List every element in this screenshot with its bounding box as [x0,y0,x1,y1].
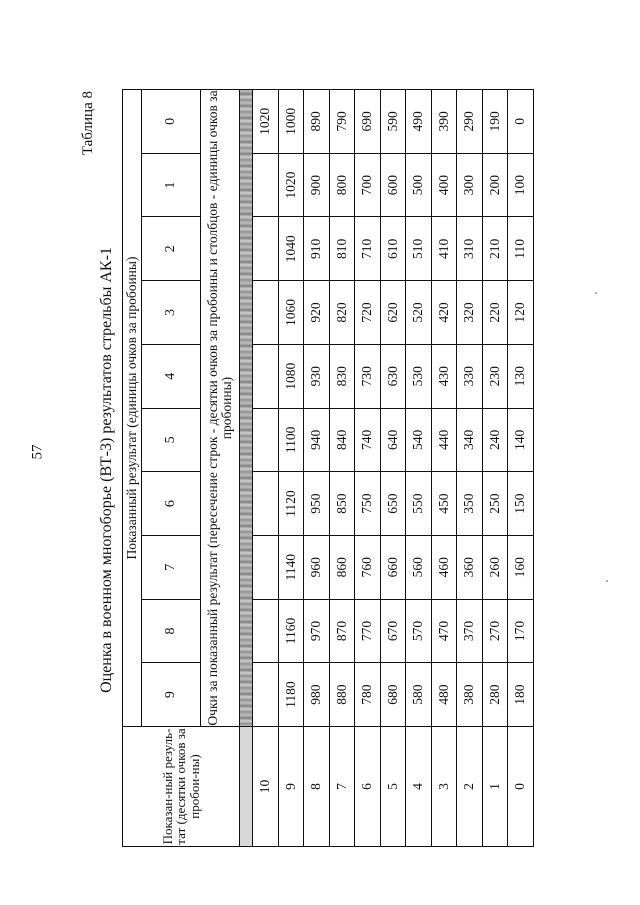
score-cell: 300 [457,153,483,217]
score-cell: 270 [482,599,508,663]
score-cell [253,281,279,345]
score-cell: 690 [355,90,381,154]
table-row [380,90,406,847]
unit-digit-header: 9 [142,663,201,727]
score-cell: 670 [380,599,406,663]
score-cell: 840 [329,408,355,472]
score-cell: 700 [355,153,381,217]
row-tens-label: 5 [380,727,406,847]
page-number: 57 [29,444,46,460]
score-cell: 450 [431,472,457,536]
score-cell: 750 [355,472,381,536]
score-cell: 580 [406,663,432,727]
score-cell: 1100 [278,408,304,472]
shaded-band [240,90,253,727]
score-cell: 800 [329,153,355,217]
score-cell: 950 [304,472,330,536]
score-cell: 770 [355,599,381,663]
score-cell: 290 [457,90,483,154]
score-cell: 1040 [278,217,304,281]
score-cell: 1060 [278,281,304,345]
shaded-row [240,90,253,847]
table-row [278,90,304,847]
score-cell [253,535,279,599]
score-cell [253,472,279,536]
score-cell: 590 [380,90,406,154]
score-cell: 550 [406,472,432,536]
score-cell: 880 [329,663,355,727]
score-cell: 0 [508,90,534,154]
score-cell [253,153,279,217]
score-cell: 940 [304,408,330,472]
score-cell: 320 [457,281,483,345]
score-cell: 130 [508,344,534,408]
table-row [406,90,432,847]
score-cell: 480 [431,663,457,727]
score-cell: 380 [457,663,483,727]
score-cell: 260 [482,535,508,599]
score-cell: 230 [482,344,508,408]
score-cell: 390 [431,90,457,154]
score-cell: 830 [329,344,355,408]
row-tens-label: 4 [406,727,432,847]
scan-speck [595,292,597,294]
row-tens-label: 10 [253,727,279,847]
score-cell: 730 [355,344,381,408]
score-cell: 500 [406,153,432,217]
score-cell: 520 [406,281,432,345]
score-cell [253,344,279,408]
row-tens-label: 1 [482,727,508,847]
score-cell: 220 [482,281,508,345]
score-cell: 110 [508,217,534,281]
score-cell: 410 [431,217,457,281]
unit-digit-header: 3 [142,281,201,345]
score-cell: 1000 [278,90,304,154]
corner-header: Показан-ный резуль-тат (десятки очков за пробои-ны) [123,727,240,847]
score-cell: 660 [380,535,406,599]
table-row [355,90,381,847]
unit-digit-header: 0 [142,90,201,154]
score-cell: 810 [329,217,355,281]
unit-digit-header: 8 [142,599,201,663]
score-cell: 930 [304,344,330,408]
score-cell: 1180 [278,663,304,727]
score-cell: 170 [508,599,534,663]
score-cell: 680 [380,663,406,727]
score-cell: 640 [380,408,406,472]
score-cell: 240 [482,408,508,472]
row-tens-label: 6 [355,727,381,847]
score-cell: 120 [508,281,534,345]
score-cell: 780 [355,663,381,727]
score-cell: 340 [457,408,483,472]
table-row [304,90,330,847]
score-cell: 310 [457,217,483,281]
score-cell: 560 [406,535,432,599]
table-title: Оценка в военном многоборье (ВТ-3) результатов стрельбы АК-1 [98,247,115,693]
unit-digit-header: 6 [142,472,201,536]
score-cell: 400 [431,153,457,217]
score-cell: 600 [380,153,406,217]
scan-speck [606,580,608,582]
score-cell: 890 [304,90,330,154]
score-cell: 740 [355,408,381,472]
score-cell: 430 [431,344,457,408]
shaded-corner [240,727,253,847]
score-cell: 1020 [278,153,304,217]
score-cell: 510 [406,217,432,281]
row-tens-label: 0 [508,727,534,847]
score-cell [253,663,279,727]
table-row [482,90,508,847]
score-cell: 420 [431,281,457,345]
score-cell: 860 [329,535,355,599]
scoring-table [122,89,534,847]
unit-digit-header: 7 [142,535,201,599]
score-cell: 160 [508,535,534,599]
score-cell: 1120 [278,472,304,536]
score-cell: 920 [304,281,330,345]
score-cell: 820 [329,281,355,345]
row-tens-label: 8 [304,727,330,847]
rotated-table-page [80,85,528,855]
score-cell: 350 [457,472,483,536]
score-cell: 440 [431,408,457,472]
score-cell: 530 [406,344,432,408]
score-cell: 910 [304,217,330,281]
unit-digit-header: 5 [142,408,201,472]
table-row [431,90,457,847]
row-tens-label: 3 [431,727,457,847]
score-cell: 630 [380,344,406,408]
score-cell: 180 [508,663,534,727]
score-cell: 140 [508,408,534,472]
unit-digit-header: 1 [142,153,201,217]
score-cell: 540 [406,408,432,472]
score-cell: 1020 [253,90,279,154]
table-row [508,90,534,847]
score-cell: 650 [380,472,406,536]
score-cell [253,217,279,281]
score-cell: 470 [431,599,457,663]
score-cell: 850 [329,472,355,536]
score-cell: 610 [380,217,406,281]
row-tens-label: 7 [329,727,355,847]
unit-digit-header: 4 [142,344,201,408]
score-cell: 1080 [278,344,304,408]
score-cell: 790 [329,90,355,154]
unit-digit-header: 2 [142,217,201,281]
score-cell: 330 [457,344,483,408]
score-cell: 250 [482,472,508,536]
score-cell: 190 [482,90,508,154]
score-cell: 370 [457,599,483,663]
score-cell: 870 [329,599,355,663]
score-cell: 970 [304,599,330,663]
score-cell: 620 [380,281,406,345]
score-cell: 1160 [278,599,304,663]
table-row [253,90,279,847]
score-cell: 460 [431,535,457,599]
row-tens-label: 2 [457,727,483,847]
score-cell: 100 [508,153,534,217]
score-cell [253,599,279,663]
table-label: Таблица 8 [80,91,96,156]
score-cell: 980 [304,663,330,727]
table-row [329,90,355,847]
table-row [457,90,483,847]
points-caption: Очки за показанный результат (пересечение строк - десятки очков за пробоины и столбцов - единицы очков за пробоины) [201,90,240,727]
score-cell: 200 [482,153,508,217]
score-cell: 490 [406,90,432,154]
score-cell: 900 [304,153,330,217]
score-cell: 280 [482,663,508,727]
units-header: Показанный результат (единицы очков за пробоины) [123,90,142,727]
score-cell: 150 [508,472,534,536]
score-cell: 960 [304,535,330,599]
score-cell: 760 [355,535,381,599]
row-tens-label: 9 [278,727,304,847]
score-cell [253,408,279,472]
table-body [253,90,534,847]
score-cell: 210 [482,217,508,281]
score-cell: 710 [355,217,381,281]
score-cell: 720 [355,281,381,345]
score-cell: 360 [457,535,483,599]
score-cell: 1140 [278,535,304,599]
score-cell: 570 [406,599,432,663]
